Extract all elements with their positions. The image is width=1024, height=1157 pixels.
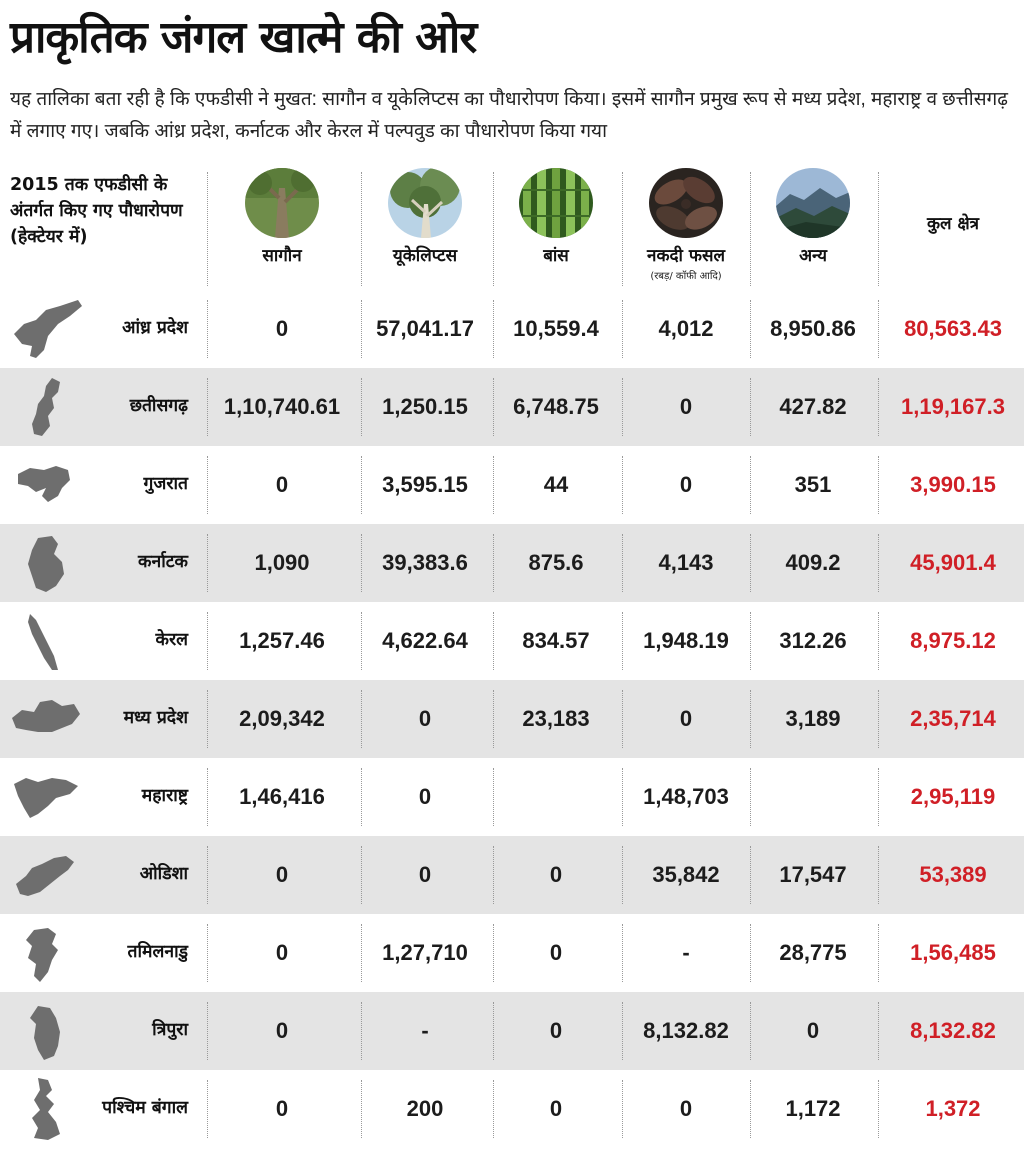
column-divider	[878, 690, 879, 748]
header-column-divider	[622, 172, 623, 286]
table-cell: 0	[418, 784, 432, 809]
table-cell: 0	[679, 394, 693, 419]
total-cell: 3,990.15	[910, 472, 996, 497]
table-cell: 0	[275, 862, 289, 887]
table-cell: 0	[679, 1096, 693, 1121]
table-cell: 0	[549, 940, 563, 965]
teak-tree-photo-icon	[245, 168, 319, 238]
header-column-divider	[493, 172, 494, 286]
table-row	[0, 680, 1024, 758]
table-cell: 0	[275, 1018, 289, 1043]
table-cell: 57,041.17	[376, 316, 474, 341]
total-cell: 1,372	[925, 1096, 981, 1121]
total-cell: 53,389	[919, 862, 987, 887]
eucalyptus-tree-photo-icon	[388, 168, 462, 238]
column-header: यूकेलिप्टस	[392, 246, 458, 266]
table-cell: 0	[549, 1018, 563, 1043]
state-name: पश्चिम बंगाल	[102, 1098, 188, 1118]
table-row	[0, 602, 1024, 680]
table-cell: 0	[549, 1096, 563, 1121]
column-divider	[878, 924, 879, 982]
page-title: प्राकृतिक जंगल खात्मे की ओर	[10, 12, 477, 63]
table-cell: 834.57	[522, 628, 590, 653]
table-cell: 0	[275, 472, 289, 497]
table-cell: 4,012	[658, 316, 714, 341]
state-name: महाराष्ट्र	[141, 786, 188, 806]
column-divider	[207, 612, 208, 670]
table-cell: 1,10,740.61	[223, 394, 341, 419]
column-divider	[878, 612, 879, 670]
table-cell: 1,948.19	[643, 628, 729, 653]
total-cell: 2,95,119	[910, 784, 996, 809]
table-cell: 0	[549, 862, 563, 887]
table-cell: 0	[275, 1096, 289, 1121]
column-divider	[878, 1080, 879, 1138]
table-cell: 10,559.4	[513, 316, 599, 341]
table-cell: 1,48,703	[643, 784, 729, 809]
column-divider	[207, 456, 208, 514]
table-cell: 0	[679, 706, 693, 731]
state-name: मध्य प्रदेश	[123, 708, 188, 728]
total-cell: 80,563.43	[904, 316, 1002, 341]
table-cell: 3,595.15	[382, 472, 468, 497]
total-cell: 1,56,485	[910, 940, 996, 965]
state-name: तमिलनाडु	[127, 942, 188, 962]
column-header: बांस	[543, 246, 569, 266]
column-header: कुल क्षेत्र	[926, 214, 980, 234]
table-cell: 4,622.64	[382, 628, 468, 653]
table-row	[0, 836, 1024, 914]
table-cell: 2,09,342	[239, 706, 325, 731]
table-row	[0, 368, 1024, 446]
header-column-divider	[878, 172, 879, 286]
total-cell: 2,35,714	[910, 706, 996, 731]
column-divider	[207, 768, 208, 826]
table-cell: 8,950.86	[770, 316, 856, 341]
plantation-table	[0, 166, 1024, 1148]
table-row	[0, 446, 1024, 524]
table-cell: 1,090	[254, 550, 310, 575]
table-row	[0, 758, 1024, 836]
table-cell: 0	[679, 472, 693, 497]
table-cell: 427.82	[779, 394, 847, 419]
table-cell: 1,250.15	[382, 394, 468, 419]
column-divider	[878, 300, 879, 358]
column-divider	[878, 1002, 879, 1060]
table-row	[0, 1070, 1024, 1148]
table-row	[0, 524, 1024, 602]
column-divider	[878, 768, 879, 826]
table-cell: 409.2	[785, 550, 841, 575]
table-cell: 6,748.75	[513, 394, 599, 419]
column-divider	[207, 534, 208, 592]
table-cell: 35,842	[652, 862, 720, 887]
table-cell: 39,383.6	[382, 550, 468, 575]
table-cell: 0	[418, 862, 432, 887]
state-name: त्रिपुरा	[152, 1020, 188, 1040]
column-divider	[207, 1080, 208, 1138]
state-name: कर्नाटक	[138, 552, 188, 572]
total-cell: 8,975.12	[910, 628, 996, 653]
column-header: सागौन	[262, 246, 302, 266]
column-divider	[207, 690, 208, 748]
header-column-divider	[361, 172, 362, 286]
column-divider	[207, 846, 208, 904]
table-row	[0, 914, 1024, 992]
bamboo-photo-icon	[519, 168, 593, 238]
table-cell: -	[682, 940, 690, 965]
column-divider	[207, 924, 208, 982]
intro-paragraph: यह तालिका बता रही है कि एफडीसी ने मुखत: सागौन व यूकेलिप्टस का पौधारोपण किया। इसमें सागौन प्रमुख रूप से मध्य प्रदेश, महाराष्ट्र व छत्तीसगढ़ में लगाए गए। जबकि आंध्र प्रदेश, कर्नाटक और केरल में पल्पवुड का पौधारोपण किया गया	[10, 89, 1008, 142]
total-cell: 45,901.4	[910, 550, 996, 575]
table-header-label: 2015 तक एफडीसी के अंतर्गत किए गए पौधारोपण (हेक्टेयर में)	[10, 175, 183, 247]
table-cell: 1,257.46	[239, 628, 325, 653]
table-cell: 0	[275, 940, 289, 965]
table-row	[0, 992, 1024, 1070]
column-divider	[878, 456, 879, 514]
mountain-forest-photo-icon	[776, 168, 850, 238]
total-cell: 1,19,167.3	[901, 394, 1005, 419]
table-cell: 28,775	[779, 940, 847, 965]
state-name: ओडिशा	[139, 864, 188, 884]
table-cell: 44	[543, 472, 569, 497]
table-cell: 0	[806, 1018, 820, 1043]
column-header: अन्य	[799, 246, 827, 266]
table-header	[0, 166, 1024, 290]
table-body	[0, 290, 1024, 1148]
table-cell: 351	[794, 472, 832, 497]
total-cell: 8,132.82	[910, 1018, 996, 1043]
header-column-divider	[750, 172, 751, 286]
column-divider	[878, 846, 879, 904]
rubber-coffee-leaves-photo-icon	[649, 168, 723, 238]
column-divider	[207, 378, 208, 436]
table-cell: 1,27,710	[382, 940, 468, 965]
column-divider	[878, 534, 879, 592]
state-name: केरल	[155, 630, 188, 650]
state-name: गुजरात	[143, 474, 188, 494]
state-name: छतीसगढ़	[129, 396, 188, 416]
table-cell: 200	[406, 1096, 444, 1121]
column-divider	[207, 1002, 208, 1060]
header-column-divider	[207, 172, 208, 286]
column-header: नकदी फसल	[647, 246, 725, 266]
table-cell: -	[421, 1018, 429, 1043]
table-cell: 8,132.82	[643, 1018, 729, 1043]
table-cell: 0	[275, 316, 289, 341]
column-divider	[493, 768, 494, 826]
table-cell: 312.26	[779, 628, 847, 653]
table-cell: 3,189	[785, 706, 841, 731]
column-divider	[207, 300, 208, 358]
column-divider	[878, 378, 879, 436]
table-cell: 1,172	[785, 1096, 841, 1121]
state-name: आंध्र प्रदेश	[122, 318, 188, 338]
table-cell: 17,547	[779, 862, 847, 887]
table-cell: 1,46,416	[239, 784, 325, 809]
table-cell: 23,183	[522, 706, 590, 731]
table-cell: 4,143	[658, 550, 714, 575]
column-header-note: (रबड़/ कॉफी आदि)	[650, 271, 722, 282]
table-cell: 0	[418, 706, 432, 731]
table-cell: 875.6	[528, 550, 584, 575]
table-row	[0, 290, 1024, 368]
